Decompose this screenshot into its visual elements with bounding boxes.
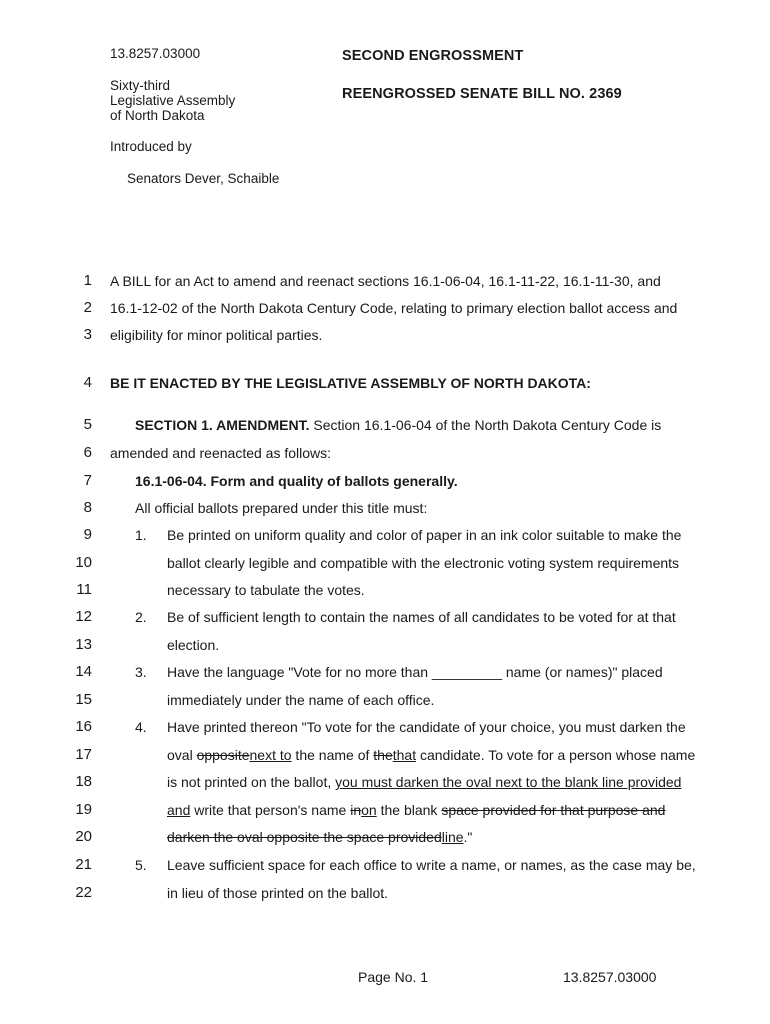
- bill-line: eligibility for minor political parties.: [110, 327, 323, 343]
- line-number: 9: [83, 526, 92, 543]
- line-number: 6: [83, 444, 92, 461]
- sponsors: Senators Dever, Schaible: [127, 171, 280, 186]
- text-run: .": [463, 829, 473, 845]
- section-text: Section 16.1-06-04 of the North Dakota Century Code is: [309, 417, 662, 433]
- section-title: 16.1-06-04. Form and quality of ballots generally.: [135, 473, 458, 489]
- text-run: the blank: [376, 802, 442, 818]
- introduced-by: Introduced by: [110, 139, 192, 154]
- inserted-text: line: [441, 829, 464, 845]
- text-run: the name of: [291, 747, 374, 763]
- item-number: 3.: [135, 664, 147, 680]
- bill-line: A BILL for an Act to amend and reenact sections 16.1-06-04, 16.1-11-22, 16.1-11-30, and: [110, 273, 661, 289]
- line-number: 3: [83, 326, 92, 343]
- amended-line: [167, 747, 695, 763]
- bill-line: All official ballots prepared under this title must:: [135, 500, 428, 516]
- bill-line: amended and reenacted as follows:: [110, 445, 332, 461]
- line-number: 19: [75, 801, 92, 818]
- bill-line: Be printed on uniform quality and color of paper in an ink color suitable to make the: [167, 527, 682, 543]
- item-number: 4.: [135, 719, 147, 735]
- line-number: 16: [75, 718, 92, 735]
- text-run: candidate. To vote for a person whose name: [416, 747, 696, 763]
- assembly-line-3: of North Dakota: [110, 108, 205, 123]
- item-number: 5.: [135, 857, 147, 873]
- line-number: 22: [75, 884, 92, 901]
- bill-line: election.: [167, 637, 220, 653]
- line-number: 14: [75, 663, 92, 680]
- inserted-text: and: [167, 802, 191, 818]
- deleted-text: the: [373, 747, 393, 763]
- bill-line: 16.1-12-02 of the North Dakota Century Code, relating to primary election ballot access and: [110, 300, 678, 316]
- deleted-text: opposite: [196, 747, 250, 763]
- text-run: oval: [167, 747, 197, 763]
- engrossment-title: SECOND ENGROSSMENT: [342, 48, 524, 64]
- bill-line: Have the language "Vote for no more than _________ name (or names)" placed: [167, 664, 663, 680]
- line-number: 8: [83, 499, 92, 516]
- line-number: 10: [75, 554, 92, 571]
- line-number: 18: [75, 773, 92, 790]
- line-number: 12: [75, 608, 92, 625]
- line-number: 2: [83, 299, 92, 316]
- amended-line: [167, 829, 472, 845]
- line-number: 21: [75, 856, 92, 873]
- enacting-clause: BE IT ENACTED BY THE LEGISLATIVE ASSEMBLY OF NORTH DAKOTA:: [110, 375, 591, 391]
- bill-line: immediately under the name of each office.: [167, 692, 435, 708]
- line-number: 13: [75, 636, 92, 653]
- line-number: 4: [83, 374, 92, 391]
- line-number: 20: [75, 828, 92, 845]
- bill-line: necessary to tabulate the votes.: [167, 582, 365, 598]
- text-run: is not printed on the ballot,: [167, 774, 336, 790]
- document-number: 13.8257.03000: [110, 46, 201, 61]
- deleted-text: space provided for that purpose and: [441, 802, 666, 818]
- line-number: 7: [83, 472, 92, 489]
- section-heading: [135, 417, 661, 433]
- assembly-line-2: Legislative Assembly: [110, 93, 236, 108]
- bill-title: REENGROSSED SENATE BILL NO. 2369: [342, 86, 622, 102]
- item-number: 1.: [135, 527, 147, 543]
- bill-line: Have printed thereon "To vote for the candidate of your choice, you must darken the: [167, 719, 686, 735]
- bill-line: in lieu of those printed on the ballot.: [167, 885, 389, 901]
- inserted-text: that: [392, 747, 417, 763]
- deleted-text: in: [350, 802, 362, 818]
- page-number: Page No. 1: [358, 969, 429, 985]
- line-number: 11: [76, 581, 92, 598]
- deleted-text: darken the oval opposite the space provided: [167, 829, 442, 845]
- line-number: 17: [75, 746, 92, 763]
- bill-line: Leave sufficient space for each office to write a name, or names, as the case may be,: [167, 857, 696, 873]
- section-lead: SECTION 1. AMENDMENT.: [135, 417, 310, 433]
- inserted-text: you must darken the oval next to the blank line provided: [335, 774, 682, 790]
- footer-document-number: 13.8257.03000: [563, 969, 657, 985]
- item-number: 2.: [135, 609, 147, 625]
- inserted-text: next to: [249, 747, 292, 763]
- line-number: 1: [83, 272, 92, 289]
- line-number: 5: [83, 416, 92, 433]
- text-run: write that person's name: [190, 802, 351, 818]
- amended-line: [167, 774, 681, 790]
- bill-line: ballot clearly legible and compatible with the electronic voting system requirements: [167, 555, 680, 571]
- line-number: 15: [75, 691, 92, 708]
- assembly-line-1: Sixty-third: [110, 78, 171, 93]
- amended-line: [167, 802, 665, 818]
- bill-line: Be of sufficient length to contain the names of all candidates to be voted for at that: [167, 609, 676, 625]
- inserted-text: on: [361, 802, 377, 818]
